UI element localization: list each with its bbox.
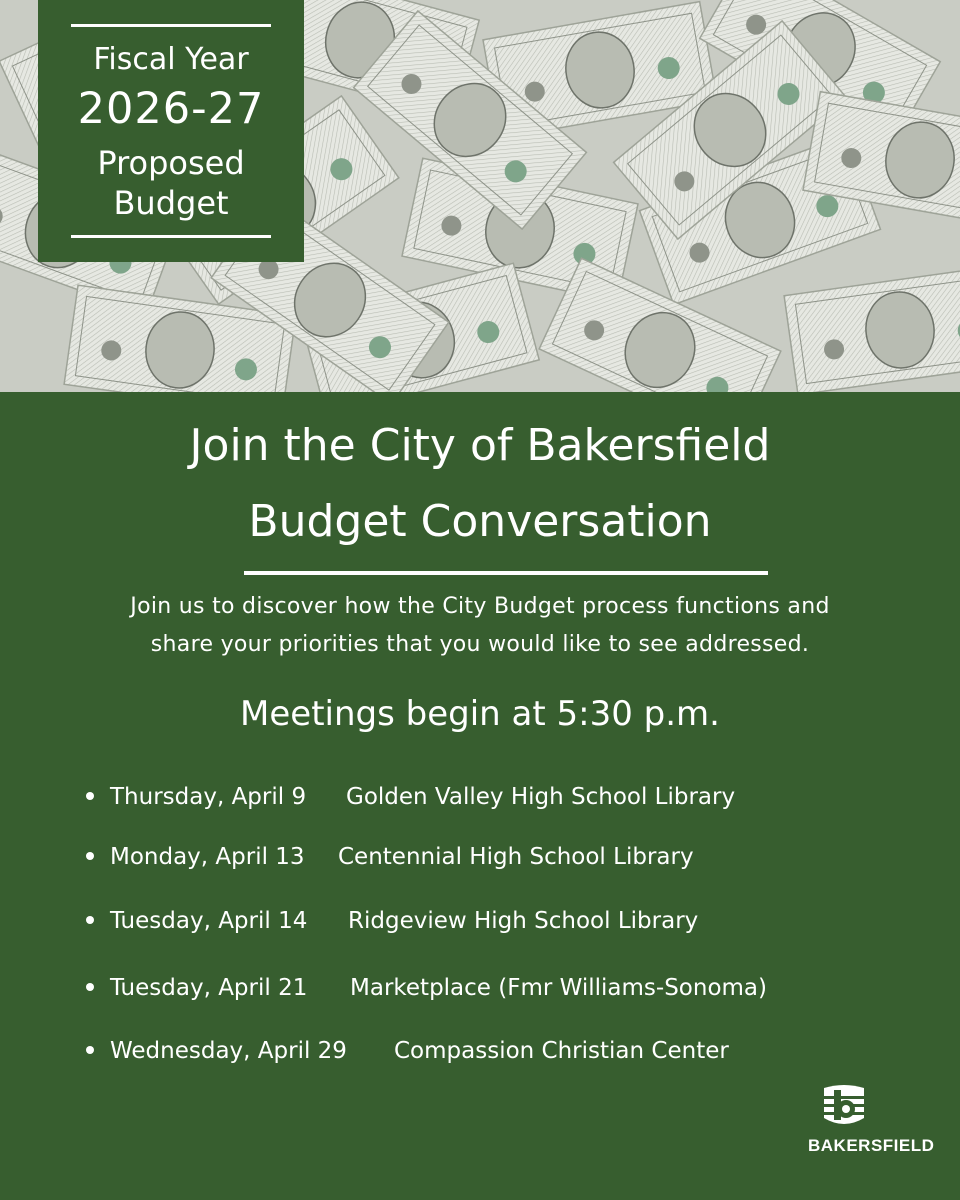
intro-line-1: Join us to discover how the City Budget process functions and	[130, 594, 830, 619]
bullet-icon	[86, 916, 94, 924]
meeting-date: Wednesday, April 29	[110, 1038, 347, 1064]
bullet-icon	[86, 792, 94, 800]
fiscal-year-badge	[38, 0, 304, 262]
bullet-icon	[86, 983, 94, 991]
meeting-date: Tuesday, April 21	[110, 975, 308, 1001]
meeting-date: Thursday, April 9	[110, 784, 307, 810]
badge-fiscal-year-label: Fiscal Year	[93, 42, 249, 77]
badge-bottom-rule	[71, 235, 271, 238]
badge-top-rule	[71, 24, 271, 27]
badge-budget-label: Budget	[113, 184, 229, 222]
bakersfield-logo	[808, 1084, 935, 1164]
headline-line-1: Join the City of Bakersfield	[189, 420, 771, 471]
meeting-date: Tuesday, April 14	[110, 908, 308, 934]
meeting-item	[86, 975, 767, 1001]
meeting-item	[86, 1038, 729, 1064]
meeting-start-time: Meetings begin at 5:30 p.m.	[240, 694, 720, 734]
bakersfield-b-logo-icon	[820, 1084, 868, 1130]
headline-line-2: Budget Conversation	[248, 496, 712, 547]
intro-line-2: share your priorities that you would like to see addressed.	[150, 632, 810, 657]
bullet-icon	[86, 1046, 94, 1054]
meeting-venue: Marketplace (Fmr Williams-Sonoma)	[350, 975, 767, 1001]
headline-divider	[244, 571, 768, 575]
logo-wordmark: BAKERSFIELD	[808, 1136, 935, 1155]
meeting-item	[86, 784, 735, 810]
meeting-item	[86, 908, 698, 934]
meeting-venue: Golden Valley High School Library	[346, 784, 736, 810]
meeting-venue: Centennial High School Library	[338, 844, 694, 870]
meeting-venue: Ridgeview High School Library	[348, 908, 699, 934]
meeting-item	[86, 844, 694, 870]
meeting-venue: Compassion Christian Center	[394, 1038, 729, 1064]
badge-year-range: 2026-27	[77, 84, 265, 134]
meeting-date: Monday, April 13	[110, 844, 305, 870]
bullet-icon	[86, 852, 94, 860]
badge-proposed-label: Proposed	[97, 144, 245, 182]
